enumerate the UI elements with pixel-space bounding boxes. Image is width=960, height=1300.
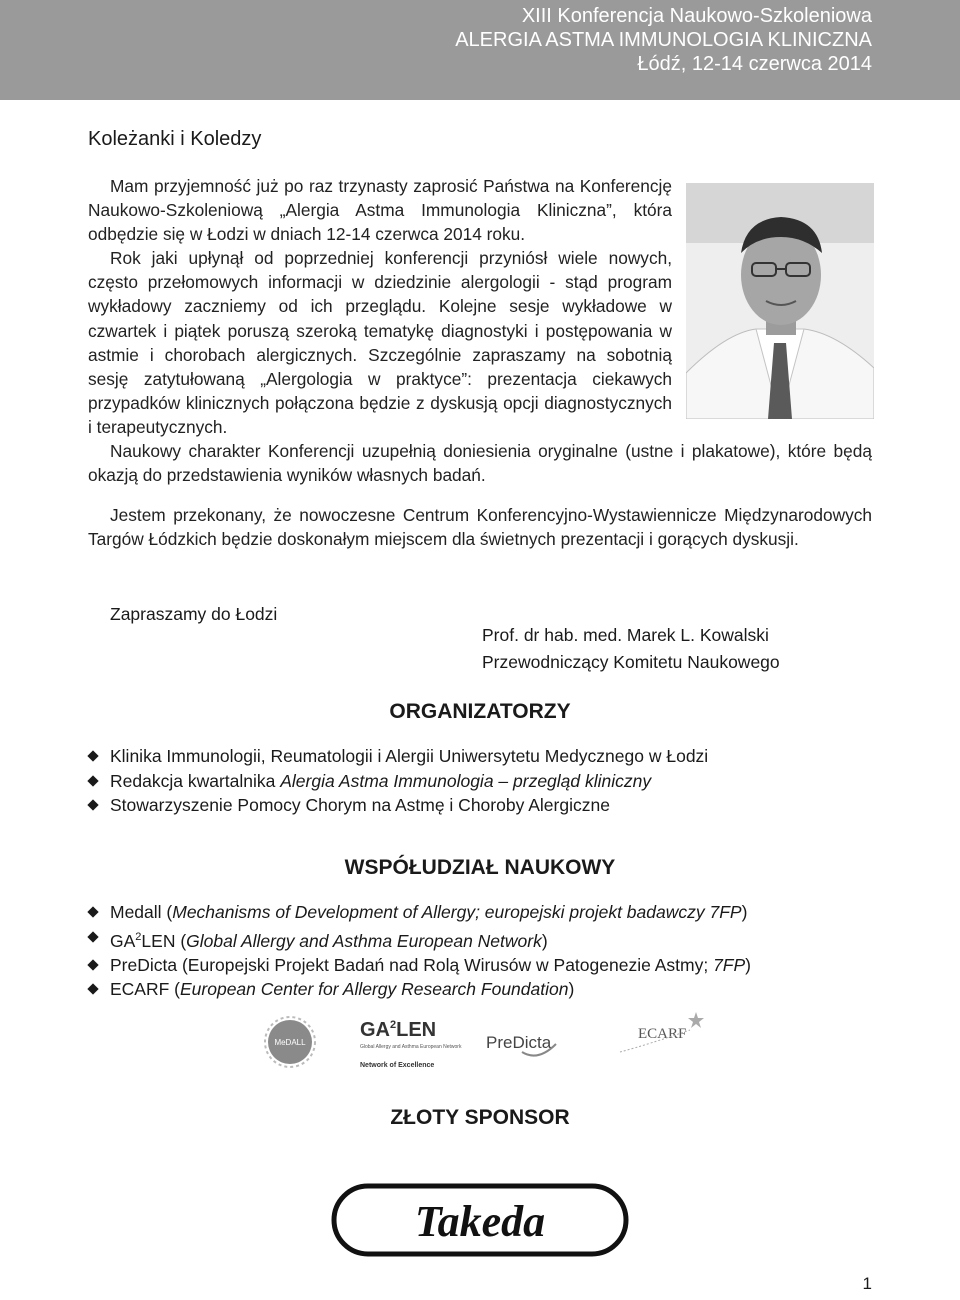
svg-text:MeDALL: MeDALL (274, 1038, 306, 1047)
svg-text:Network of Excellence: Network of Excellence (360, 1062, 435, 1069)
diamond-bullet-icon (87, 931, 98, 942)
organizers-list (88, 744, 708, 818)
conference-subtitle: ALERGIA ASTMA IMMUNOLOGIA KLINICZNA (455, 29, 872, 51)
ecarf-logo (620, 1012, 704, 1052)
svg-text:PreDicta: PreDicta (486, 1033, 552, 1052)
letter-paragraph: Jestem przekonany, że nowoczesne Centrum Konferencyjno-Wystawiennicze Międzynarodowych Targów Łódzkich będzie doskonałym miejscem dla świetnych prezentacji i gorących dyskusji. (88, 505, 872, 550)
partner-logos-strip (260, 1008, 720, 1078)
diamond-bullet-icon (87, 984, 98, 995)
partner-logos (260, 1008, 720, 1078)
list-item: Redakcja kwartalnika Alergia Astma Immunologia – przegląd kliniczny (88, 769, 708, 794)
sponsor-heading: ZŁOTY SPONSOR (390, 1106, 570, 1129)
list-item: Stowarzyszenie Pomocy Chorym na Astmę i Choroby Alergiczne (88, 793, 708, 818)
science-heading: WSPÓŁUDZIAŁ NAUKOWY (344, 856, 616, 879)
organizers-heading: ORGANIZATORZY (389, 700, 571, 723)
svg-text:GA2LEN: $GA^2LEN$ (360, 1019, 437, 1041)
science-partners-list (88, 900, 751, 1002)
svg-text:Takeda: Takeda (414, 1197, 546, 1246)
diamond-bullet-icon (87, 959, 98, 970)
page-number: 1 (862, 1274, 872, 1293)
list-item: $GA^2LEN$ (Global Allergy and Asthma European Network) (88, 925, 751, 953)
greeting: Koleżanki i Koledzy (88, 128, 262, 150)
diamond-bullet-icon (87, 775, 98, 786)
diamond-bullet-icon (87, 799, 98, 810)
ga2len-logo (360, 1019, 462, 1069)
svg-text:Global Allergy and Asthma Euro: Global Allergy and Asthma European Network (360, 1044, 462, 1050)
letter-paragraph: Rok jaki upłynął od poprzedniej konferencji przyniósł wiele nowych, często przełomowych informacji w dziedzinie alergologii - stąd program wykładowy zaczniemy od ich przeglądu. Kolejne sesje wykładowe w czwartek i piątek poruszą szeroką tematykę diagnostyki i postępowania w astmie i chorobach alergicznych. Szczególnie zapraszamy na sobotnią sesję zatytułowaną „Alergologia w praktyce”: prezentacja ciekawych przypadków klinicznych połączona będzie z dyskusją opcji diagnostycznych i terapeutycznych. (88, 248, 672, 437)
conference-header (455, 4, 872, 76)
conference-title: XIII Konferencja Naukowo-Szkoleniowa (521, 5, 872, 27)
letter-paragraph: Naukowy charakter Konferencji uzupełnią doniesienia oryginalne (ustne i plakatowe), które będą okazją do przedstawienia wyników własnych badań. (88, 441, 872, 486)
signature-role: Przewodniczący Komitetu Naukowego (482, 652, 780, 672)
list-item: Klinika Immunologii, Reumatologii i Alergii Uniwersytetu Medycznego w Łodzi (88, 744, 708, 769)
signature-name: Prof. dr hab. med. Marek L. Kowalski (482, 625, 769, 645)
invitation-line: Zapraszamy do Łodzi (110, 604, 278, 624)
list-item: PreDicta (Europejski Projekt Badań nad Rolą Wirusów w Patogenezie Astmy; 7FP) (88, 953, 751, 978)
signature (482, 622, 780, 676)
conference-date: Łódź, 12-14 czerwca 2014 (637, 53, 872, 75)
medall-logo (265, 1017, 315, 1067)
list-item: Medall (Mechanisms of Development of Allergy; europejski projekt badawczy 7FP) (88, 900, 751, 925)
diamond-bullet-icon (87, 750, 98, 761)
predicta-logo (486, 1033, 556, 1056)
takeda-logo (330, 1180, 630, 1265)
svg-text:ECARF: ECARF (638, 1026, 687, 1042)
takeda-logo-mark (330, 1180, 630, 1260)
diamond-bullet-icon (87, 906, 98, 917)
letter-body (88, 174, 872, 551)
list-item: ECARF (European Center for Allergy Research Foundation) (88, 977, 751, 1002)
letter-paragraph: Mam przyjemność już po raz trzynasty zaprosić Państwa na Konferencję Naukowo-Szkoleniową „Alergia Astma Immunologia Kliniczna”, która odbędzie się w Łodzi w dniach 12-14 czerwca 2014 roku. (88, 176, 672, 245)
